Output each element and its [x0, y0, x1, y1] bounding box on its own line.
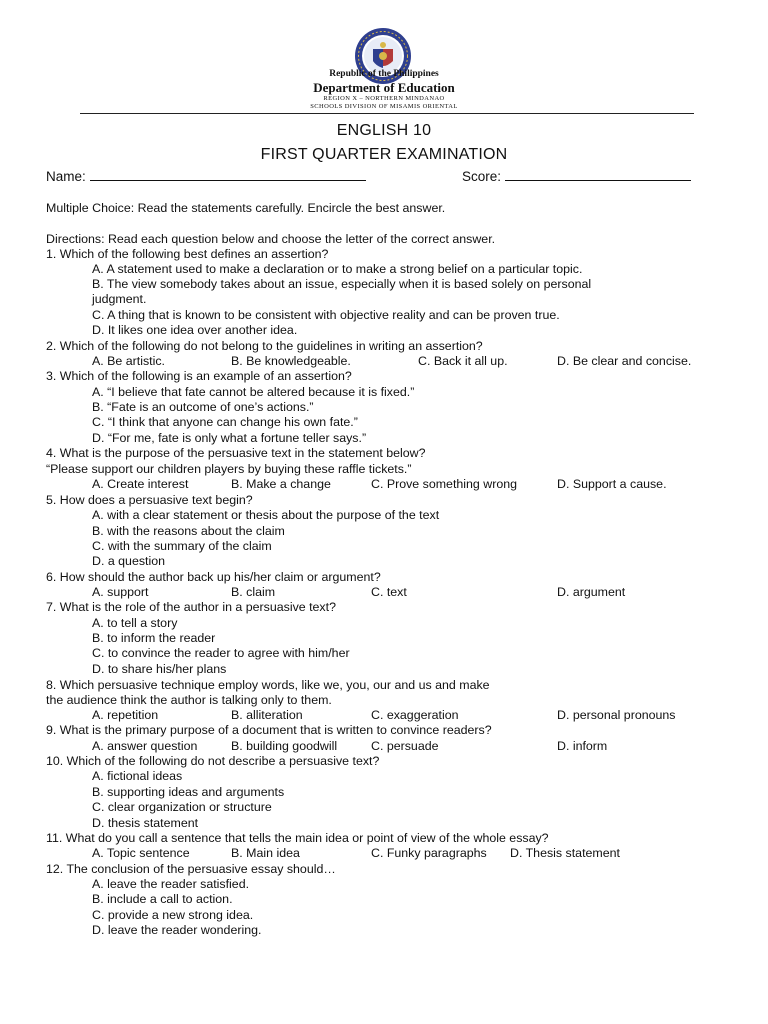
question-8-cont: the audience think the author is talking only to them. [46, 693, 332, 707]
score-label: Score: [462, 169, 502, 184]
name-field [46, 167, 366, 184]
multiple-choice-instruction: Multiple Choice: Read the statements carefully. Encircle the best answer. [46, 201, 446, 215]
q12-option-c[interactable]: C. provide a new strong idea. [92, 908, 254, 922]
q6-option-b[interactable]: B. claim [231, 585, 276, 599]
q4-option-d[interactable]: D. Support a cause. [557, 477, 667, 491]
q12-option-d[interactable]: D. leave the reader wondering. [92, 923, 262, 937]
q7-option-a[interactable]: A. to tell a story [92, 616, 178, 630]
q3-option-c[interactable]: C. “I think that anyone can change his own fate.” [92, 415, 358, 429]
question-3: 3. Which of the following is an example of an assertion? [46, 369, 352, 383]
q3-option-a[interactable]: A. “I believe that fate cannot be altered because it is fixed.” [92, 385, 415, 399]
q5-option-b[interactable]: B. with the reasons about the claim [92, 524, 285, 538]
q7-option-c[interactable]: C. to convince the reader to agree with him/her [92, 646, 350, 660]
q12-option-a[interactable]: A. leave the reader satisfied. [92, 877, 250, 891]
q11-option-b[interactable]: B. Main idea [231, 846, 300, 860]
q12-option-b[interactable]: B. include a call to action. [92, 892, 233, 906]
q6-option-a[interactable]: A. support [92, 585, 149, 599]
q1-option-a[interactable]: A. A statement used to make a declaration or to make a strong belief on a particular topic. [92, 262, 583, 276]
question-2: 2. Which of the following do not belong to the guidelines in writing an assertion? [46, 339, 483, 353]
directions-instruction: Directions: Read each question below and choose the letter of the correct answer. [46, 232, 496, 246]
q4-option-b[interactable]: B. Make a change [231, 477, 331, 491]
question-5: 5. How does a persuasive text begin? [46, 493, 253, 507]
question-11: 11. What do you call a sentence that tells the main idea or point of view of the whole essay? [46, 831, 549, 845]
name-label: Name: [46, 169, 86, 184]
q9-option-d[interactable]: D. inform [557, 739, 608, 753]
question-6: 6. How should the author back up his/her claim or argument? [46, 570, 381, 584]
question-1: 1. Which of the following best defines an assertion? [46, 247, 329, 261]
q2-option-c[interactable]: C. Back it all up. [418, 354, 508, 368]
department-label: Department of Education [313, 80, 455, 95]
question-4: 4. What is the purpose of the persuasive text in the statement below? [46, 446, 426, 460]
q9-option-a[interactable]: A. answer question [92, 739, 198, 753]
question-4-quote: “Please support our children players by buying these raffle tickets.” [46, 462, 412, 476]
question-7: 7. What is the role of the author in a persuasive text? [46, 600, 336, 614]
score-blank[interactable] [505, 167, 691, 181]
score-field [462, 167, 691, 184]
q9-option-c[interactable]: C. persuade [371, 739, 439, 753]
q1-option-b[interactable]: B. The view somebody takes about an issue, especially when it is based solely on personal [92, 277, 592, 291]
q4-option-a[interactable]: A. Create interest [92, 477, 189, 491]
q11-option-c[interactable]: C. Funky paragraphs [371, 846, 487, 860]
q11-option-a[interactable]: A. Topic sentence [92, 846, 190, 860]
question-8: 8. Which persuasive technique employ words, like we, you, our and us and make [46, 678, 490, 692]
q8-option-a[interactable]: A. repetition [92, 708, 159, 722]
q10-option-a[interactable]: A. fictional ideas [92, 769, 183, 783]
q10-option-b[interactable]: B. supporting ideas and arguments [92, 785, 285, 799]
q11-option-d[interactable]: D. Thesis statement [510, 846, 620, 860]
q5-option-c[interactable]: C. with the summary of the claim [92, 539, 272, 553]
q7-option-b[interactable]: B. to inform the reader [92, 631, 216, 645]
q5-option-a[interactable]: A. with a clear statement or thesis about the purpose of the text [92, 508, 440, 522]
q7-option-d[interactable]: D. to share his/her plans [92, 662, 227, 676]
q6-option-d[interactable]: D. argument [557, 585, 626, 599]
q8-option-b[interactable]: B. alliteration [231, 708, 303, 722]
republic-label: Republic of the Philippines [329, 69, 439, 79]
q9-option-b[interactable]: B. building goodwill [231, 739, 338, 753]
q10-option-c[interactable]: C. clear organization or structure [92, 800, 272, 814]
header-divider [80, 113, 694, 114]
q4-option-c[interactable]: C. Prove something wrong [371, 477, 518, 491]
q1-option-c[interactable]: C. A thing that is known to be consistent with objective reality and can be proven true. [92, 308, 560, 322]
q8-option-d[interactable]: D. personal pronouns [557, 708, 676, 722]
name-blank[interactable] [90, 167, 366, 181]
question-12: 12. The conclusion of the persuasive essay should… [46, 862, 336, 876]
q10-option-d[interactable]: D. thesis statement [92, 816, 199, 830]
q1-option-b-cont[interactable]: judgment. [92, 292, 147, 306]
q3-option-d[interactable]: D. “For me, fate is only what a fortune teller says.” [92, 431, 367, 445]
exam-title: FIRST QUARTER EXAMINATION [260, 146, 508, 163]
division-label: SCHOOLS DIVISION OF MISAMIS ORIENTAL [310, 103, 458, 110]
q6-option-c[interactable]: C. text [371, 585, 407, 599]
q2-option-d[interactable]: D. Be clear and concise. [557, 354, 692, 368]
q3-option-b[interactable]: B. “Fate is an outcome of one’s actions.” [92, 400, 314, 414]
region-label: REGION X – NORTHERN MINDANAO [323, 95, 445, 102]
q5-option-d[interactable]: D. a question [92, 554, 166, 568]
q1-option-d[interactable]: D. It likes one idea over another idea. [92, 323, 298, 337]
question-10: 10. Which of the following do not describe a persuasive text? [46, 754, 380, 768]
question-9: 9. What is the primary purpose of a document that is written to convince readers? [46, 723, 492, 737]
q2-option-a[interactable]: A. Be artistic. [92, 354, 165, 368]
q8-option-c[interactable]: C. exaggeration [371, 708, 459, 722]
q2-option-b[interactable]: B. Be knowledgeable. [231, 354, 351, 368]
exam-subject: ENGLISH 10 [336, 122, 432, 139]
